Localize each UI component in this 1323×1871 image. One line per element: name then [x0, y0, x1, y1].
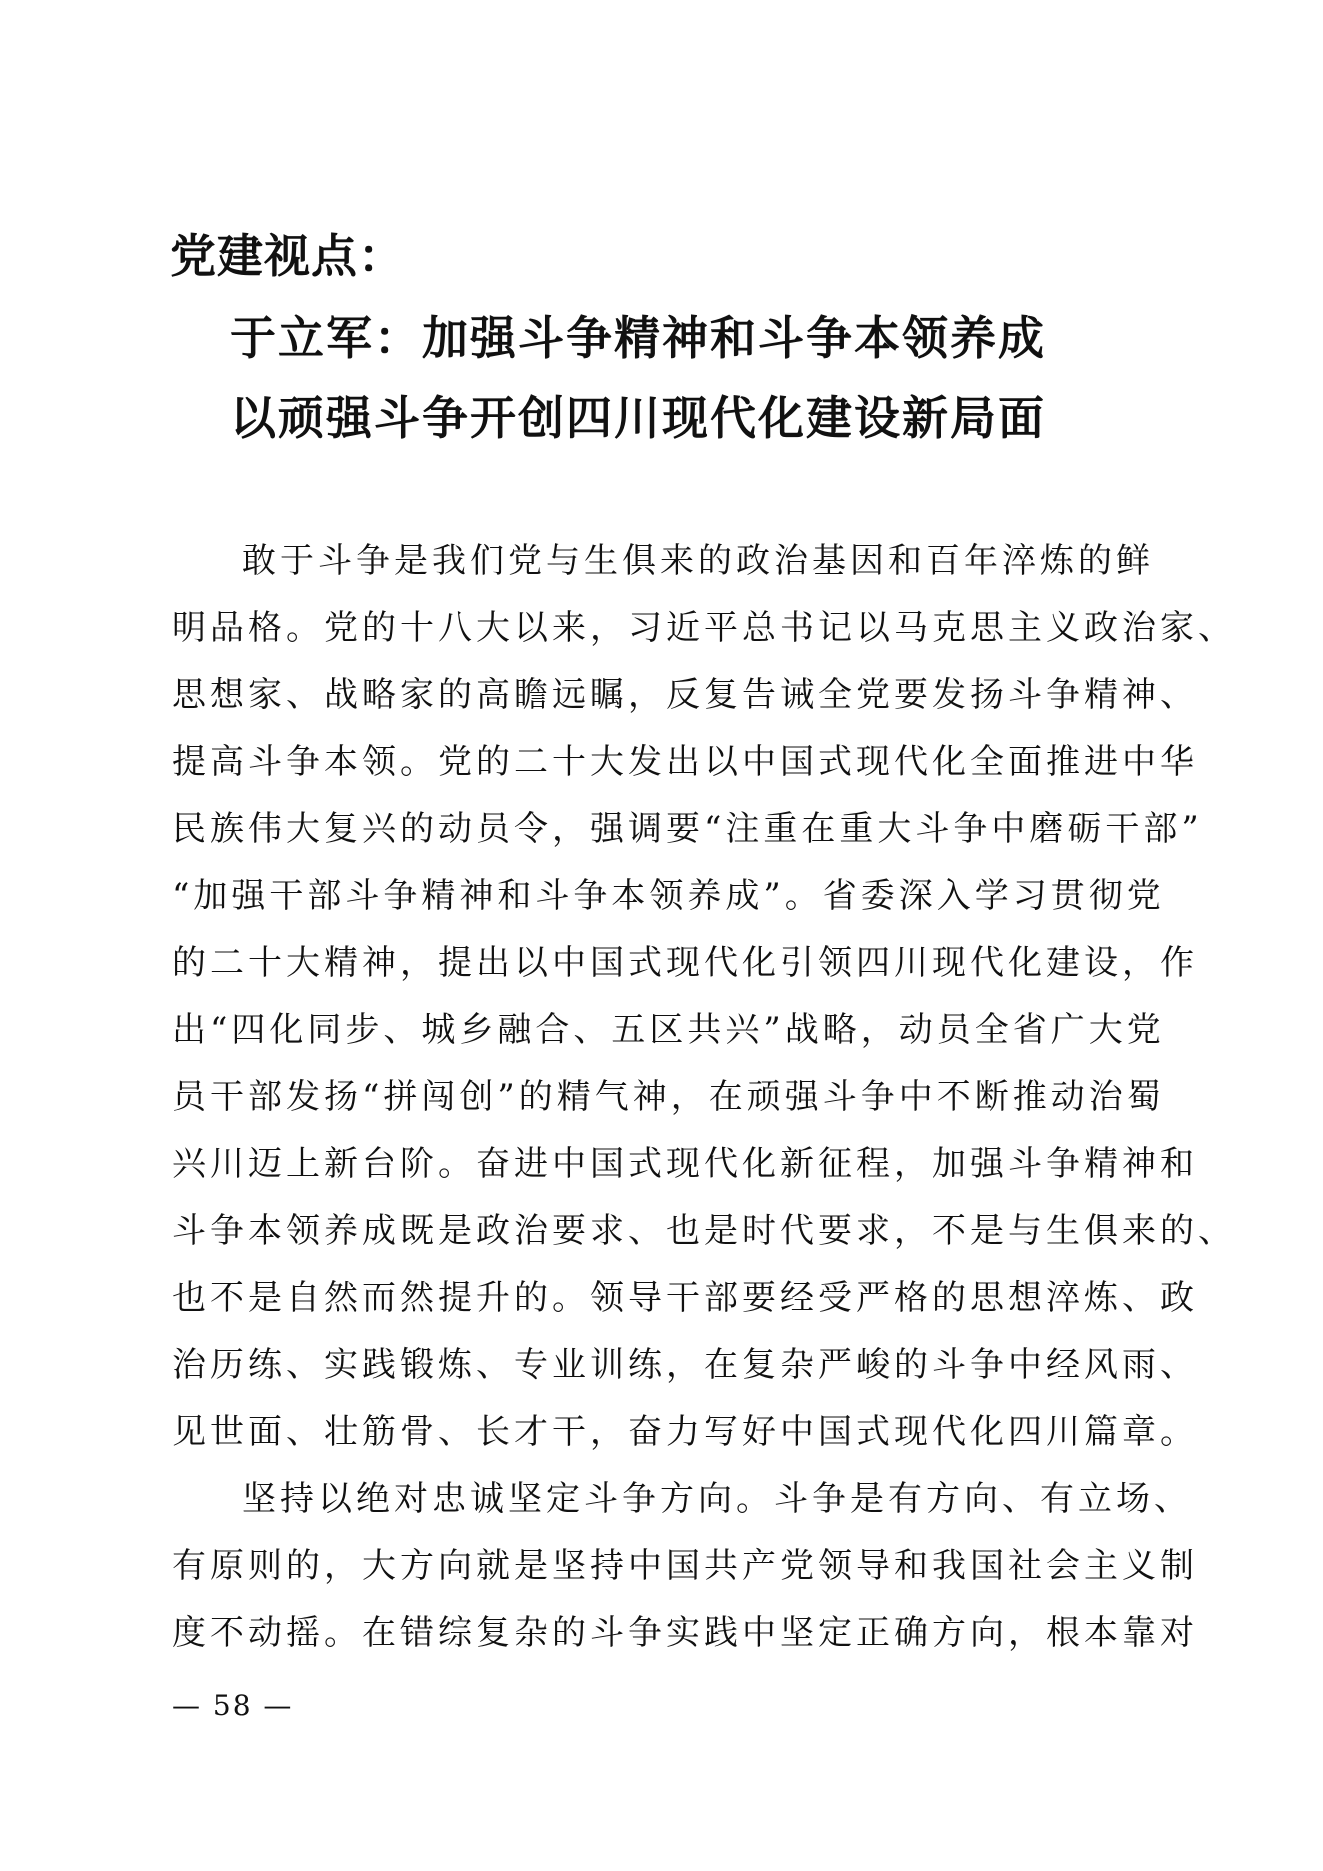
paragraph-1-line: 提高斗争本领。党的二十大发出以中国式现代化全面推进中华: [172, 742, 1198, 782]
paragraph-2-line: 有原则的，大方向就是坚持中国共产党领导和我国社会主义制: [172, 1546, 1198, 1586]
paragraph-1-line: 的二十大精神，提出以中国式现代化引领四川现代化建设，作: [172, 943, 1198, 983]
paragraph-1-line: 出“四化同步、城乡融合、五区共兴”战略，动员全省广大党: [172, 1010, 1165, 1050]
paragraph-1-line: 兴川迈上新台阶。奋进中国式现代化新征程，加强斗争精神和: [172, 1144, 1198, 1184]
paragraph-1-line: 治历练、实践锻炼、专业训练，在复杂严峻的斗争中经风雨、: [172, 1345, 1198, 1385]
paragraph-1-line: 明品格。党的十八大以来，习近平总书记以马克思主义政治家、: [172, 608, 1236, 648]
paragraph-2-line: 度不动摇。在错综复杂的斗争实践中坚定正确方向，根本靠对: [172, 1613, 1198, 1653]
paragraph-1-line: 斗争本领养成既是政治要求、也是时代要求，不是与生俱来的、: [172, 1211, 1236, 1251]
section-label: 党建视点：: [170, 229, 405, 283]
page-number: — 58 —: [172, 1689, 294, 1722]
paragraph-1-line: 也不是自然而然提升的。领导干部要经受严格的思想淬炼、政: [172, 1278, 1198, 1318]
article-title-line-2: 以顽强斗争开创四川现代化建设新局面: [230, 391, 1046, 445]
paragraph-2-line-1: 坚持以绝对忠诚坚定斗争方向。斗争是有方向、有立场、: [242, 1479, 1192, 1519]
article-body: [172, 528, 1236, 1667]
paragraph-1-line: “加强干部斗争精神和斗争本领养成”。省委深入学习贯彻党: [172, 876, 1165, 916]
article-title-line-1: 于立军：加强斗争精神和斗争本领养成: [230, 311, 1046, 365]
paragraph-1-line: 见世面、壮筋骨、长才干，奋力写好中国式现代化四川篇章。: [172, 1412, 1198, 1452]
paragraph-1-line: 员干部发扬“拼闯创”的精气神，在顽强斗争中不断推动治蜀: [172, 1077, 1165, 1117]
paragraph-1-line: 民族伟大复兴的动员令，强调要“注重在重大斗争中磨砺干部”: [172, 809, 1203, 849]
paragraph-1-line-1: 敢于斗争是我们党与生俱来的政治基因和百年淬炼的鲜: [242, 541, 1154, 581]
paragraph-1-line: 思想家、战略家的高瞻远瞩，反复告诫全党要发扬斗争精神、: [172, 675, 1198, 715]
